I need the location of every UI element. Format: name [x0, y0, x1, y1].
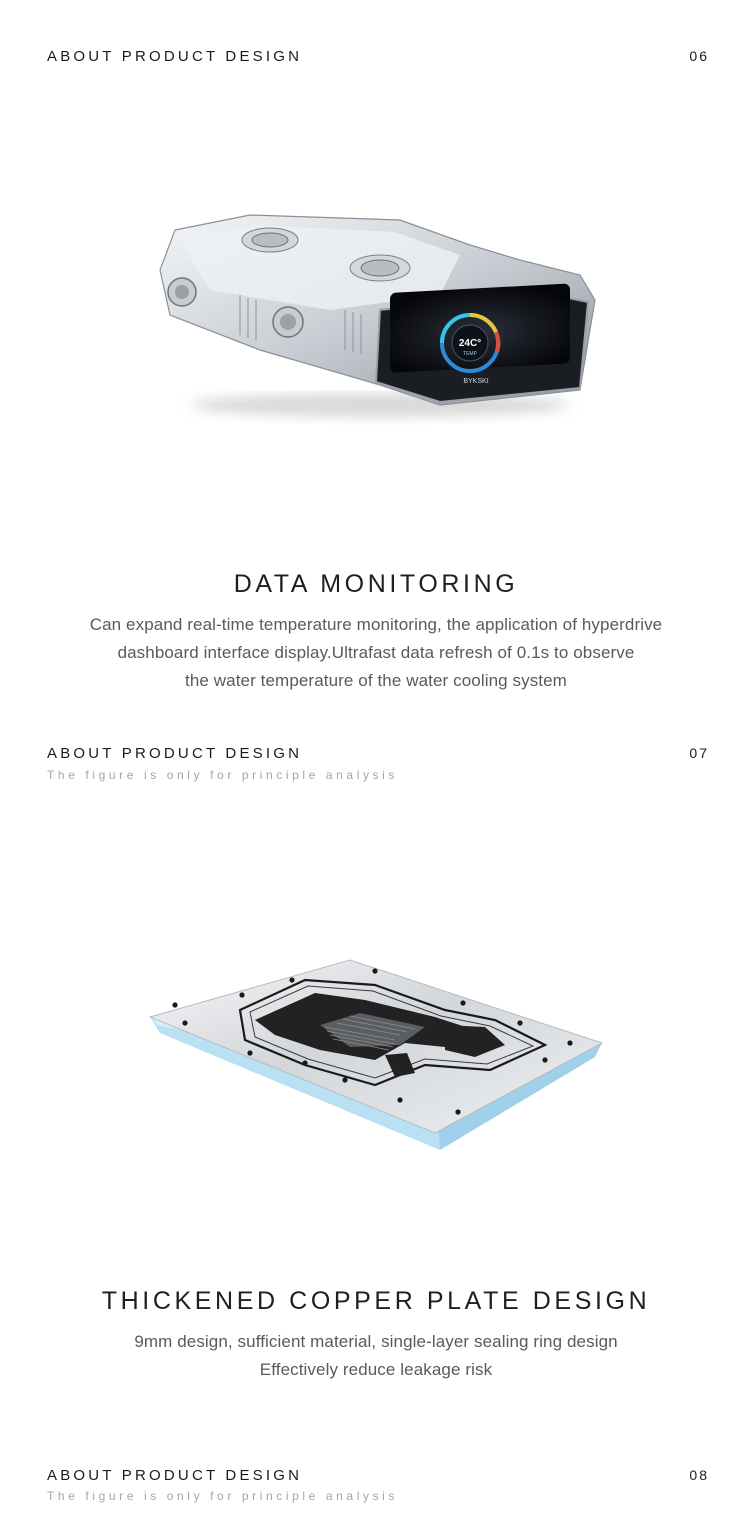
distribution-block-image — [140, 200, 610, 430]
copper-plate-image — [145, 955, 610, 1155]
section-header-08: ABOUT PRODUCT DESIGN — [47, 1467, 303, 1484]
section-title-data-monitoring: DATA MONITORING — [233, 570, 519, 598]
section-title-copper-plate: THICKENED COPPER PLATE DESIGN — [101, 1287, 651, 1315]
description-line: Can expand real-time temperature monitoring, the application of hyperdrive — [89, 615, 663, 634]
section-subtitle-08: The figure is only for principle analysis — [47, 1489, 399, 1503]
screen-temp-text: 24C° — [458, 338, 482, 349]
description-line: the water temperature of the water cooling system — [185, 671, 567, 690]
section-description-06 — [0, 611, 752, 695]
description-line: 9mm design, sufficient material, single-layer sealing ring design — [134, 1332, 618, 1351]
section-subtitle-07: The figure is only for principle analysis — [47, 768, 399, 782]
section-header-06: ABOUT PRODUCT DESIGN — [47, 48, 303, 65]
section-description-07 — [0, 1328, 752, 1384]
description-line: Effectively reduce leakage risk — [259, 1360, 493, 1379]
section-number-08: 08 — [689, 1467, 709, 1483]
screen-label-text: TEMP — [463, 351, 477, 357]
section-number-07: 07 — [689, 745, 709, 761]
description-line: dashboard interface display.Ultrafast data refresh of 0.1s to observe — [117, 643, 635, 662]
screen-brand-text: BYKSKI — [463, 378, 489, 385]
section-number-06: 06 — [689, 48, 709, 64]
section-header-07: ABOUT PRODUCT DESIGN — [47, 745, 303, 762]
